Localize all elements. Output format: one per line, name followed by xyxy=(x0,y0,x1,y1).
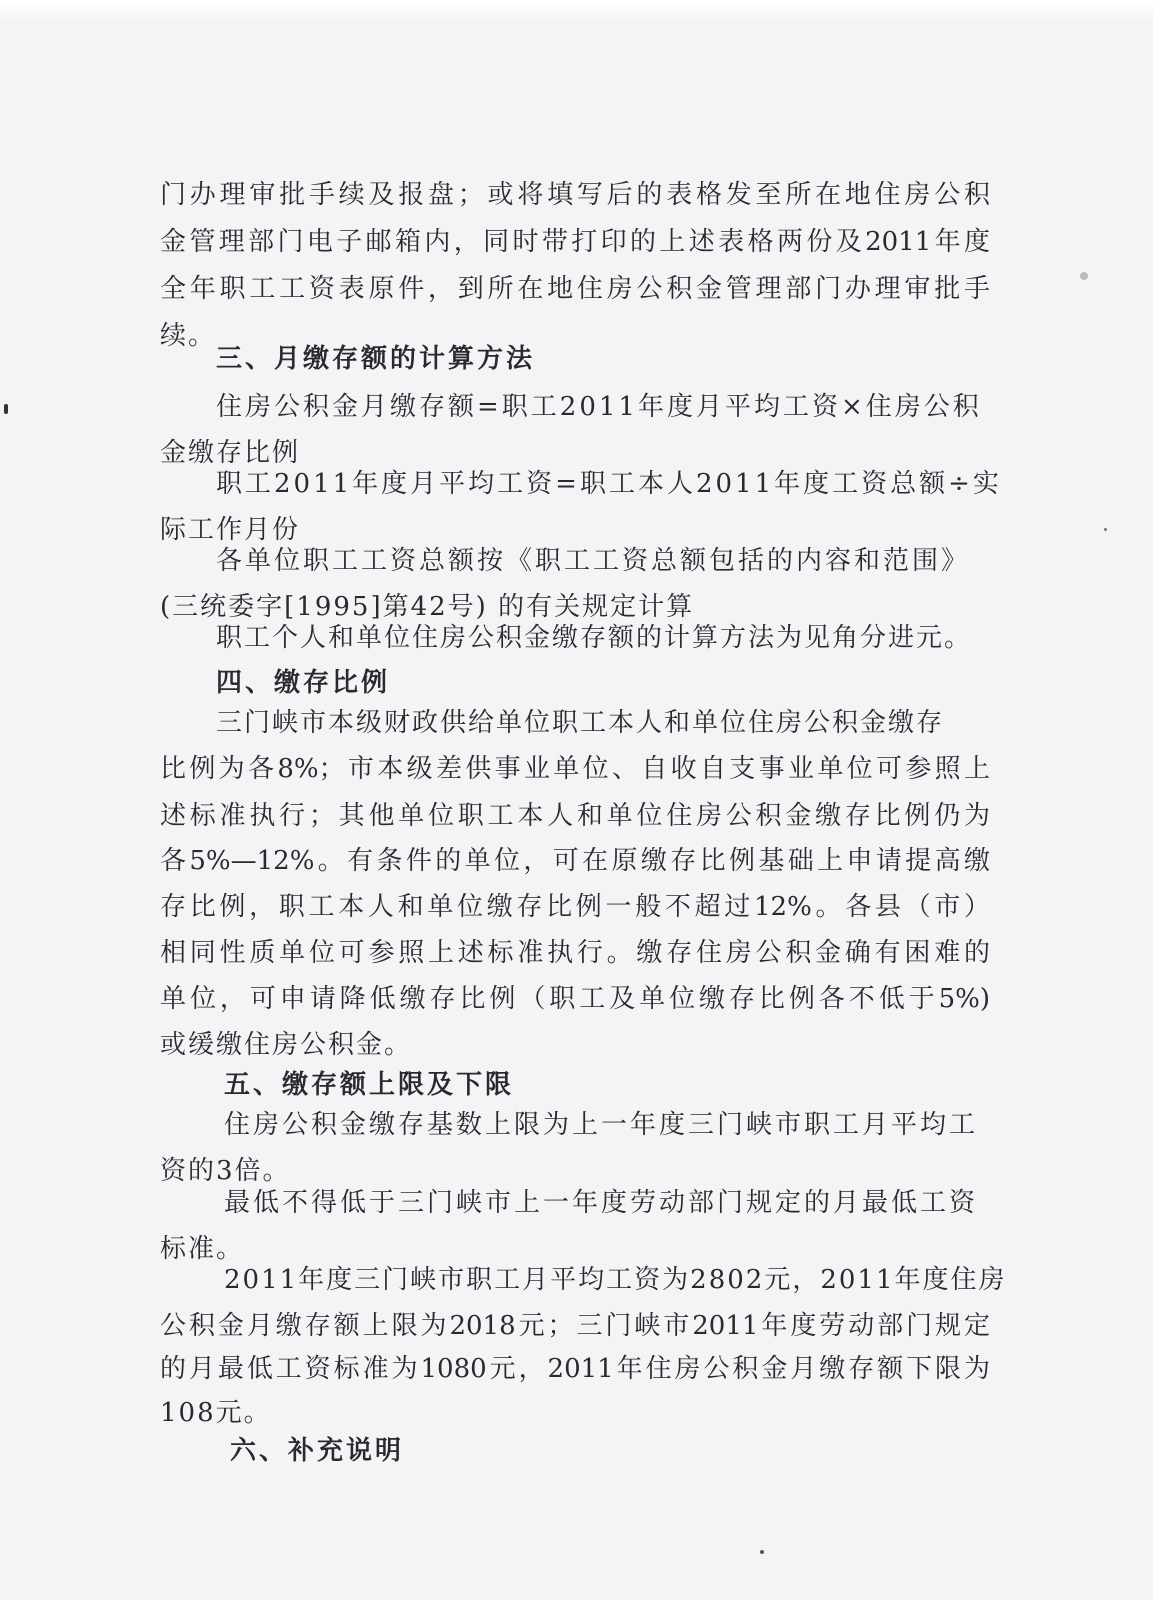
text-line: 资的3倍。 xyxy=(160,1156,291,1186)
section-heading: 五、缴存额上限及下限 xyxy=(224,1070,515,1100)
scan-edge xyxy=(0,0,1153,22)
scan-speck xyxy=(760,1550,764,1554)
text-line: (三统委字[1995]第42号) 的有关规定计算 xyxy=(160,592,695,622)
text-line: 公积金月缴存额上限为2018元；三门峡市2011年度劳动部门规定 xyxy=(160,1311,990,1341)
text-line: 存比例，职工本人和单位缴存比例一般不超过12%。各县（市） xyxy=(160,892,990,922)
section-heading: 六、补充说明 xyxy=(230,1436,405,1466)
text-line: 各单位职工工资总额按《职工工资总额包括的内容和范围》 xyxy=(216,546,971,576)
text-line: 三门峡市本级财政供给单位职工本人和单位住房公积金缴存 xyxy=(216,708,945,738)
text-line: 金管理部门电子邮箱内，同时带打印的上述表格两份及2011年度 xyxy=(160,227,990,257)
scan-speck xyxy=(1080,272,1088,280)
text-line: 单位，可申请降低缴存比例（职工及单位缴存比例各不低于5%) xyxy=(160,984,990,1014)
section-heading: 三、月缴存额的计算方法 xyxy=(216,344,536,374)
text-line: 门办理审批手续及报盘；或将填写后的表格发至所在地住房公积 xyxy=(160,180,990,210)
text-line: 的月最低工资标准为1080元，2011年住房公积金月缴存额下限为 xyxy=(160,1354,990,1384)
text-line: 住房公积金月缴存额=职工2011年度月平均工资×住房公积 xyxy=(216,392,982,422)
text-line: 比例为各8%；市本级差供事业单位、自收自支事业单位可参照上 xyxy=(160,754,990,784)
text-line: 住房公积金缴存基数上限为上一年度三门峡市职工月平均工 xyxy=(224,1110,979,1140)
text-line: 标准。 xyxy=(160,1234,245,1264)
text-line: 各5%—12%。有条件的单位，可在原缴存比例基础上申请提高缴 xyxy=(160,846,990,876)
text-line: 职工2011年度月平均工资=职工本人2011年度工资总额÷实 xyxy=(216,469,1002,499)
text-line: 相同性质单位可参照上述标准执行。缴存住房公积金确有困难的 xyxy=(160,938,990,968)
text-line: 或缓缴住房公积金。 xyxy=(160,1030,413,1060)
text-line: 述标准执行；其他单位职工本人和单位住房公积金缴存比例仍为 xyxy=(160,801,990,831)
text-line: 职工个人和单位住房公积金缴存额的计算方法为见角分进元。 xyxy=(216,623,973,653)
scan-speck xyxy=(1104,528,1107,531)
text-line: 全年职工工资表原件，到所在地住房公积金管理部门办理审批手 xyxy=(160,274,990,304)
text-line: 2011年度三门峡市职工月平均工资为2802元，2011年度住房 xyxy=(224,1265,1007,1295)
text-line: 108元。 xyxy=(160,1398,272,1428)
scan-speck xyxy=(4,404,8,414)
text-line: 续。 xyxy=(160,321,217,351)
text-line: 金缴存比例 xyxy=(160,438,301,468)
section-heading: 四、缴存比例 xyxy=(216,668,391,698)
text-line: 际工作月份 xyxy=(160,515,301,545)
text-line: 最低不得低于三门峡市上一年度劳动部门规定的月最低工资 xyxy=(224,1188,979,1218)
